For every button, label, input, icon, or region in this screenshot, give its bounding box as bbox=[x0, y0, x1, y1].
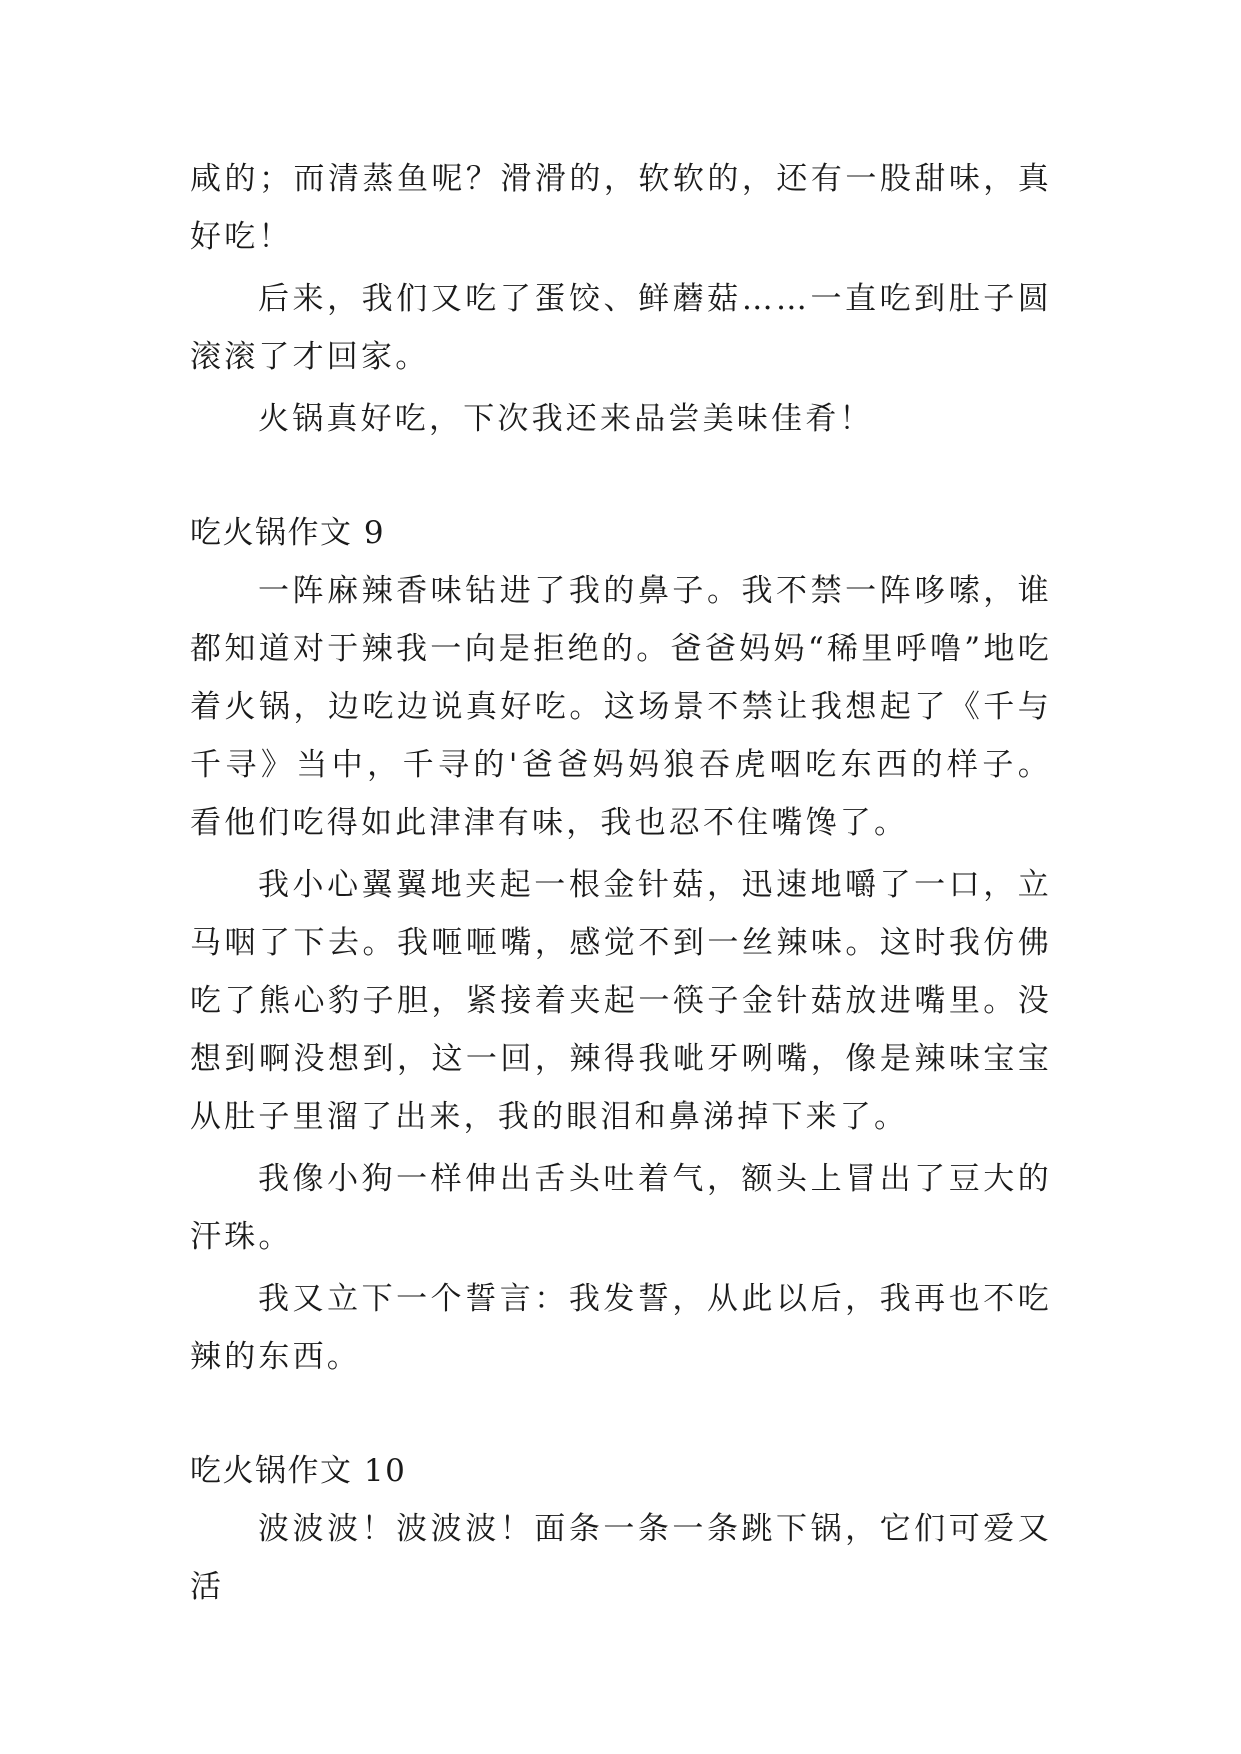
document-page bbox=[190, 150, 1052, 1620]
paragraph-continued: 咸的；而清蒸鱼呢？滑滑的，软软的，还有一股甜味，真好吃！ bbox=[190, 161, 1052, 255]
paragraph: 一阵麻辣香味钻进了我的鼻子。我不禁一阵哆嗦，谁都知道对于辣我一向是拒绝的。爸爸妈妈“稀里呼噜”地吃着火锅，边吃边说真好吃。这场景不禁让我想起了《千与千寻》当中，千寻的'爸爸妈妈狼吞虎咽吃东西的样子。看他们吃得如此津津有味，我也忍不住嘴馋了。 bbox=[190, 573, 1052, 841]
paragraph: 火锅真好吃，下次我还来品尝美味佳肴！ bbox=[258, 401, 874, 437]
paragraph: 我像小狗一样伸出舌头吐着气，额头上冒出了豆大的汗珠。 bbox=[190, 1161, 1052, 1255]
paragraph: 我又立下一个誓言：我发誓，从此以后，我再也不吃辣的东西。 bbox=[190, 1281, 1052, 1375]
paragraph: 波波波！波波波！面条一条一条跳下锅，它们可爱又活 bbox=[190, 1511, 1052, 1605]
section-heading-9: 吃火锅作文 9 bbox=[190, 515, 386, 551]
section-heading-10: 吃火锅作文 10 bbox=[190, 1453, 407, 1489]
section-gap bbox=[190, 1390, 1052, 1442]
paragraph: 后来，我们又吃了蛋饺、鲜蘑菇……一直吃到肚子圆滚滚了才回家。 bbox=[190, 281, 1052, 375]
section-gap bbox=[190, 452, 1052, 504]
paragraph: 我小心翼翼地夹起一根金针菇，迅速地嚼了一口，立马咽了下去。我咂咂嘴，感觉不到一丝辣味。这时我仿佛吃了熊心豹子胆，紧接着夹起一筷子金针菇放进嘴里。没想到啊没想到，这一回，辣得我呲牙咧嘴，像是辣味宝宝从肚子里溜了出来，我的眼泪和鼻涕掉下来了。 bbox=[190, 867, 1052, 1135]
